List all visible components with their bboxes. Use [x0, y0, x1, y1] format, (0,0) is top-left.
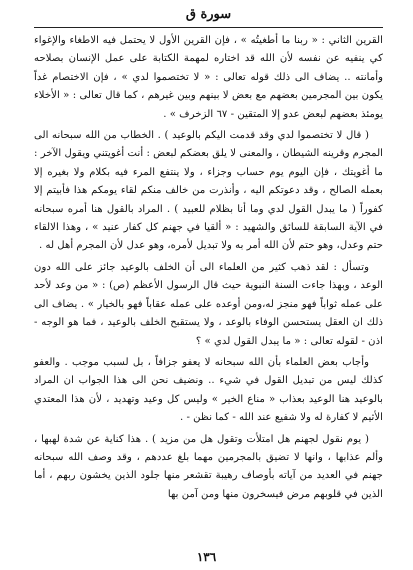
paragraph-4: وأجاب بعض العلماء بأن الله سبحانه لا يعفو جزافاً ، بل لسبب موجب . والعفو كذلك ليس من تبديل القول في شيء .. ونضيف نحن الى هذا الجواب ان المراد بالوعيد هنا الوعيد بعذاب « مناع الخير » وليس كل وعيد وتهديد ، لأن هذا المعتدي الأثيم لا كفارة له ولا شفيع عند الله - كما نظن - . [34, 356, 383, 424]
paragraph-3: وتسأل : لقد ذهب كثير من العلماء الى أن الخلف بالوعيد جائز على الله دون الوعد ، وبهذا جاءت السنة النبوية حيث قال الرسول الأعظم (ص) : « من وعد لأحد على عمله ثواباً فهو منجز له،ومن أوعده على عمله عقاباً فهو بالخيار » . يضاف الى ذلك ان العقل يستحسن الوفاء بالوعد ، ولا يستقبح الخلف بالوعيد ، فما هو الوجه - اذن - لقوله تعالى : « ما يبدل القول لدي » ؟ [34, 261, 383, 347]
header-divider [34, 27, 383, 28]
page-title: سورة ق [185, 7, 232, 22]
paragraph-2: ( قال لا تختصموا لدي وقد قدمت اليكم بالوعيد ) . الخطاب من الله سبحانه الى المجرم وقرينه الشيطان ، والمعنى لا يلق بعضكم لبعض : أنت أغويتني ويقول الآخر : ما أغويتك ، فإن اليوم يوم حساب وجزاء ، ولا ينتفع المرء فيه بكلام ولا بغيره إلا بعمله الصالح ، وقد دعوتكم اليه ، وأنذرت من خالف منكم لقاء يومكم هذا فأبيتم إلا كفوراً ( ما يبدل القول لدي وما أنا بظلام للعبيد ) . المراد بالقول هنا أمره سبحانه في الآية السابقة للسائق والشهيد : « ألقيا في جهنم كل كفار عنيد » ، وهذا الالقاء حتم وعدل، وهو حتم لأن الله أمر به ولا تبديل لأمره، وهو عدل لأن المجرم أهل له . [34, 130, 383, 252]
page-number: ١٣٦ [196, 550, 217, 564]
paragraph-1: القرين الثاني : « ربنا ما أطغيتُه » ، فإن القرين الأول لا يحتمل فيه الاطغاء والإغواء كي ينفيه عن نفسه لأن الله قد اختاره لمهمة الكتابة على عمل الإنسان بصلاحه وأمانته .. يضاف الى ذلك قوله تعالى : « لا تختصموا لدي » ، فإن الاختصام غداً يكون بين المجرمين بعضهم مع بعض لا بينهم وبين غيرهم ، كما قال تعالى : « الأخلاء يومئذ بعضهم لبعض عدو إلا المتقين - ٦٧ الزخرف » . [34, 35, 383, 120]
paragraph-5: ( يوم نقول لجهنم هل امتلأت وتقول هل من مزيد ) . هذا كناية عن شدة لهبها ، وألم عذابها ، وانها لا تضيق بالمجرمين مهما بلغ عددهم ، وقد وصف الله سبحانه جهنم في العديد من آياته بأوصاف رهيبة تقشعر منها جلود الذين يخشون ربهم ، أما الذين في قلوبهم مرض فيسخرون منها ومن آمن بها [34, 433, 383, 500]
